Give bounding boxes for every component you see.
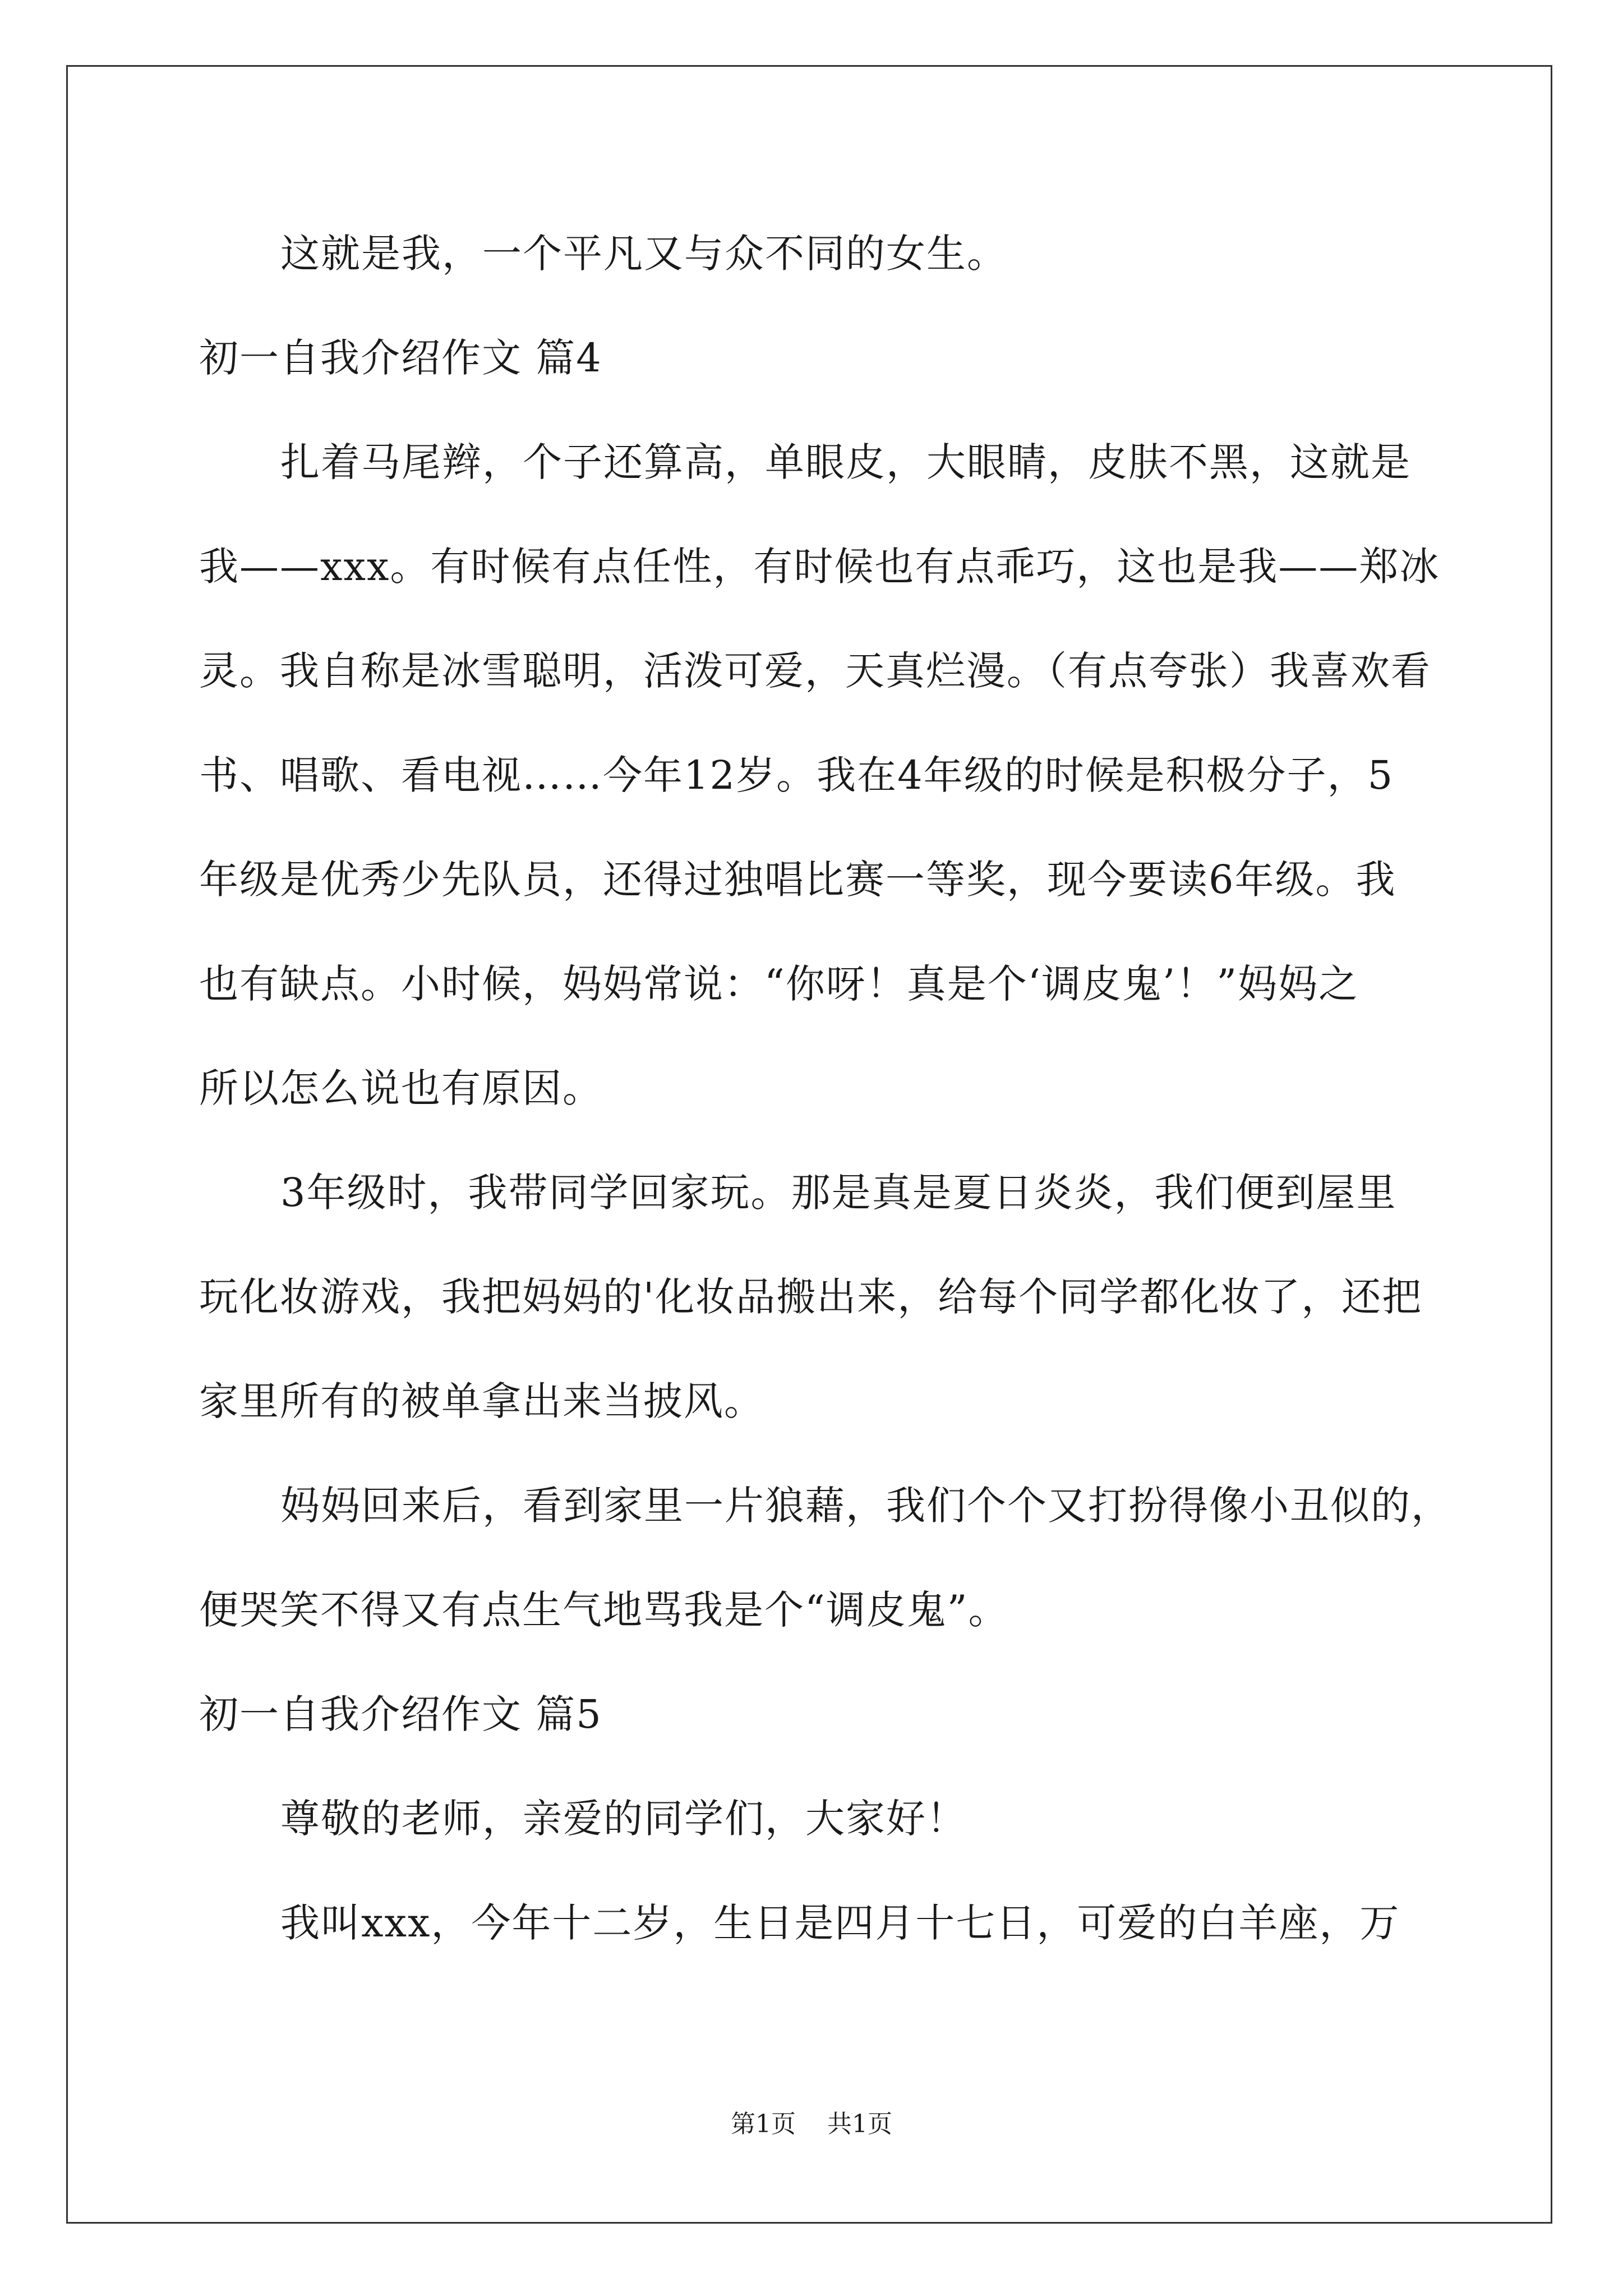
paragraph-line: 尊敬的老师，亲爱的同学们，大家好！: [280, 1796, 967, 1842]
paragraph-line: 3年级时，我带同学回家玩。那是真是夏日炎炎，我们便到屋里: [280, 1170, 1397, 1216]
paragraph-line: 书、唱歌、看电视……今年12岁。我在4年级的时候是积极分子，5: [199, 752, 1394, 798]
paragraph-line: 我——xxx。有时候有点任性，有时候也有点乖巧，这也是我——郑冰: [199, 544, 1440, 590]
section-heading: 初一自我介绍作文 篇5: [199, 1691, 602, 1737]
paragraph-line: 我叫xxx，今年十二岁，生日是四月十七日，可爱的白羊座，万: [280, 1900, 1400, 1946]
paragraph-line: 灵。我自称是冰雪聪明，活泼可爱，天真烂漫。（有点夸张）我喜欢看: [199, 648, 1431, 694]
paragraph-line: 便哭笑不得又有点生气地骂我是个“调皮鬼”。: [199, 1587, 1009, 1633]
paragraph-line: 年级是优秀少先队员，还得过独唱比赛一等奖，现今要读6年级。我: [199, 857, 1396, 903]
paragraph-line: 玩化妆游戏，我把妈妈的'化妆品搬出来，给每个同学都化妆了，还把: [199, 1274, 1423, 1320]
paragraph-line: 妈妈回来后，看到家里一片狼藉，我们个个又打扮得像小丑似的，: [280, 1483, 1451, 1529]
section-heading: 初一自我介绍作文 篇4: [199, 335, 602, 381]
paragraph-line: 也有缺点。小时候，妈妈常说：“你呀！真是个‘调皮鬼’！”妈妈之: [199, 961, 1359, 1007]
paragraph-line: 扎着马尾辫，个子还算高，单眼皮，大眼睛，皮肤不黑，这就是: [280, 439, 1411, 485]
paragraph-line: 这就是我，一个平凡又与众不同的女生。: [280, 231, 1007, 277]
page-number-footer: 第1页 共1页: [731, 2110, 892, 2138]
paragraph-line: 家里所有的被单拿出来当披风。: [199, 1378, 764, 1424]
paragraph-line: 所以怎么说也有原因。: [199, 1065, 603, 1111]
